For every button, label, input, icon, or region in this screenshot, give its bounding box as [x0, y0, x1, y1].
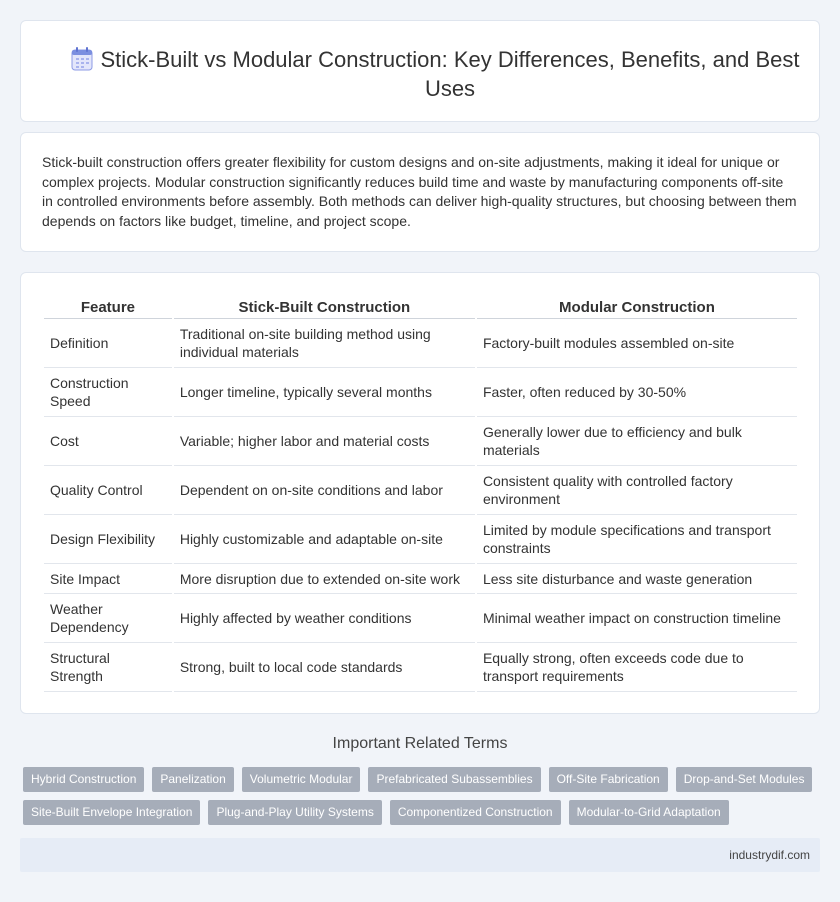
row-stick-built: Traditional on-site building method using individual materials [174, 319, 475, 368]
related-terms-heading: Important Related Terms [332, 735, 508, 752]
row-feature: Quality Control [44, 466, 172, 515]
related-term-tag[interactable]: Plug-and-Play Utility Systems [208, 800, 381, 825]
table-row [44, 564, 797, 594]
footer [20, 838, 820, 872]
calendar-icon [71, 47, 93, 71]
table-row [44, 368, 797, 417]
header-feature: Feature [44, 293, 172, 319]
table-header-row [44, 293, 797, 319]
title-card [20, 20, 820, 122]
row-modular: Equally strong, often exceeds code due to transport requirements [477, 643, 797, 692]
row-feature: Weather Dependency [44, 594, 172, 643]
related-term-tag[interactable]: Drop-and-Set Modules [676, 767, 813, 792]
row-feature: Design Flexibility [44, 515, 172, 564]
row-modular: Faster, often reduced by 30-50% [477, 368, 797, 417]
header-modular: Modular Construction [477, 293, 797, 319]
related-term-tag[interactable]: Hybrid Construction [23, 767, 144, 792]
row-feature: Cost [44, 417, 172, 466]
row-stick-built: Longer timeline, typically several months [174, 368, 475, 417]
row-stick-built: Dependent on on-site conditions and labor [174, 466, 475, 515]
row-stick-built: More disruption due to extended on-site work [174, 564, 475, 594]
table-row [44, 466, 797, 515]
related-term-tag[interactable]: Off-Site Fabrication [549, 767, 668, 792]
related-term-tag[interactable]: Volumetric Modular [242, 767, 361, 792]
row-stick-built: Highly customizable and adaptable on-site [174, 515, 475, 564]
row-feature: Definition [44, 319, 172, 368]
table-row [44, 515, 797, 564]
related-term-tag[interactable]: Componentized Construction [390, 800, 561, 825]
table-row [44, 319, 797, 368]
row-stick-built: Highly affected by weather conditions [174, 594, 475, 643]
row-modular: Factory-built modules assembled on-site [477, 319, 797, 368]
intro-paragraph: Stick-built construction offers greater flexibility for custom designs and on-site adjustments, making it ideal for unique or complex projects. Modular construction significantly reduces build time and waste by manufacturing components off-site in controlled environments before assembly. Both methods can deliver high-quality structures, but choosing between them depends on factors like budget, timeline, and project scope. [42, 154, 797, 229]
row-stick-built: Variable; higher labor and material costs [174, 417, 475, 466]
row-feature: Site Impact [44, 564, 172, 594]
row-modular: Less site disturbance and waste generation [477, 564, 797, 594]
row-feature: Structural Strength [44, 643, 172, 692]
table-row [44, 417, 797, 466]
related-term-tag[interactable]: Modular-to-Grid Adaptation [569, 800, 729, 825]
footer-site-link[interactable]: industrydif.com [729, 848, 810, 862]
page-title: Stick-Built vs Modular Construction: Key Differences, Benefits, and Best Uses [100, 47, 800, 101]
row-modular: Consistent quality with controlled factory environment [477, 466, 797, 515]
header-stick-built: Stick-Built Construction [174, 293, 475, 319]
row-stick-built: Strong, built to local code standards [174, 643, 475, 692]
table-row [44, 594, 797, 643]
comparison-table [42, 293, 799, 692]
row-modular: Limited by module specifications and transport constraints [477, 515, 797, 564]
row-feature: Construction Speed [44, 368, 172, 417]
row-modular: Minimal weather impact on construction timeline [477, 594, 797, 643]
related-term-tag[interactable]: Panelization [152, 767, 233, 792]
related-terms-list [23, 767, 823, 825]
related-term-tag[interactable]: Prefabricated Subassemblies [368, 767, 540, 792]
comparison-card [20, 272, 820, 714]
related-term-tag[interactable]: Site-Built Envelope Integration [23, 800, 200, 825]
intro-card [20, 132, 820, 252]
table-row [44, 643, 797, 692]
row-modular: Generally lower due to efficiency and bulk materials [477, 417, 797, 466]
